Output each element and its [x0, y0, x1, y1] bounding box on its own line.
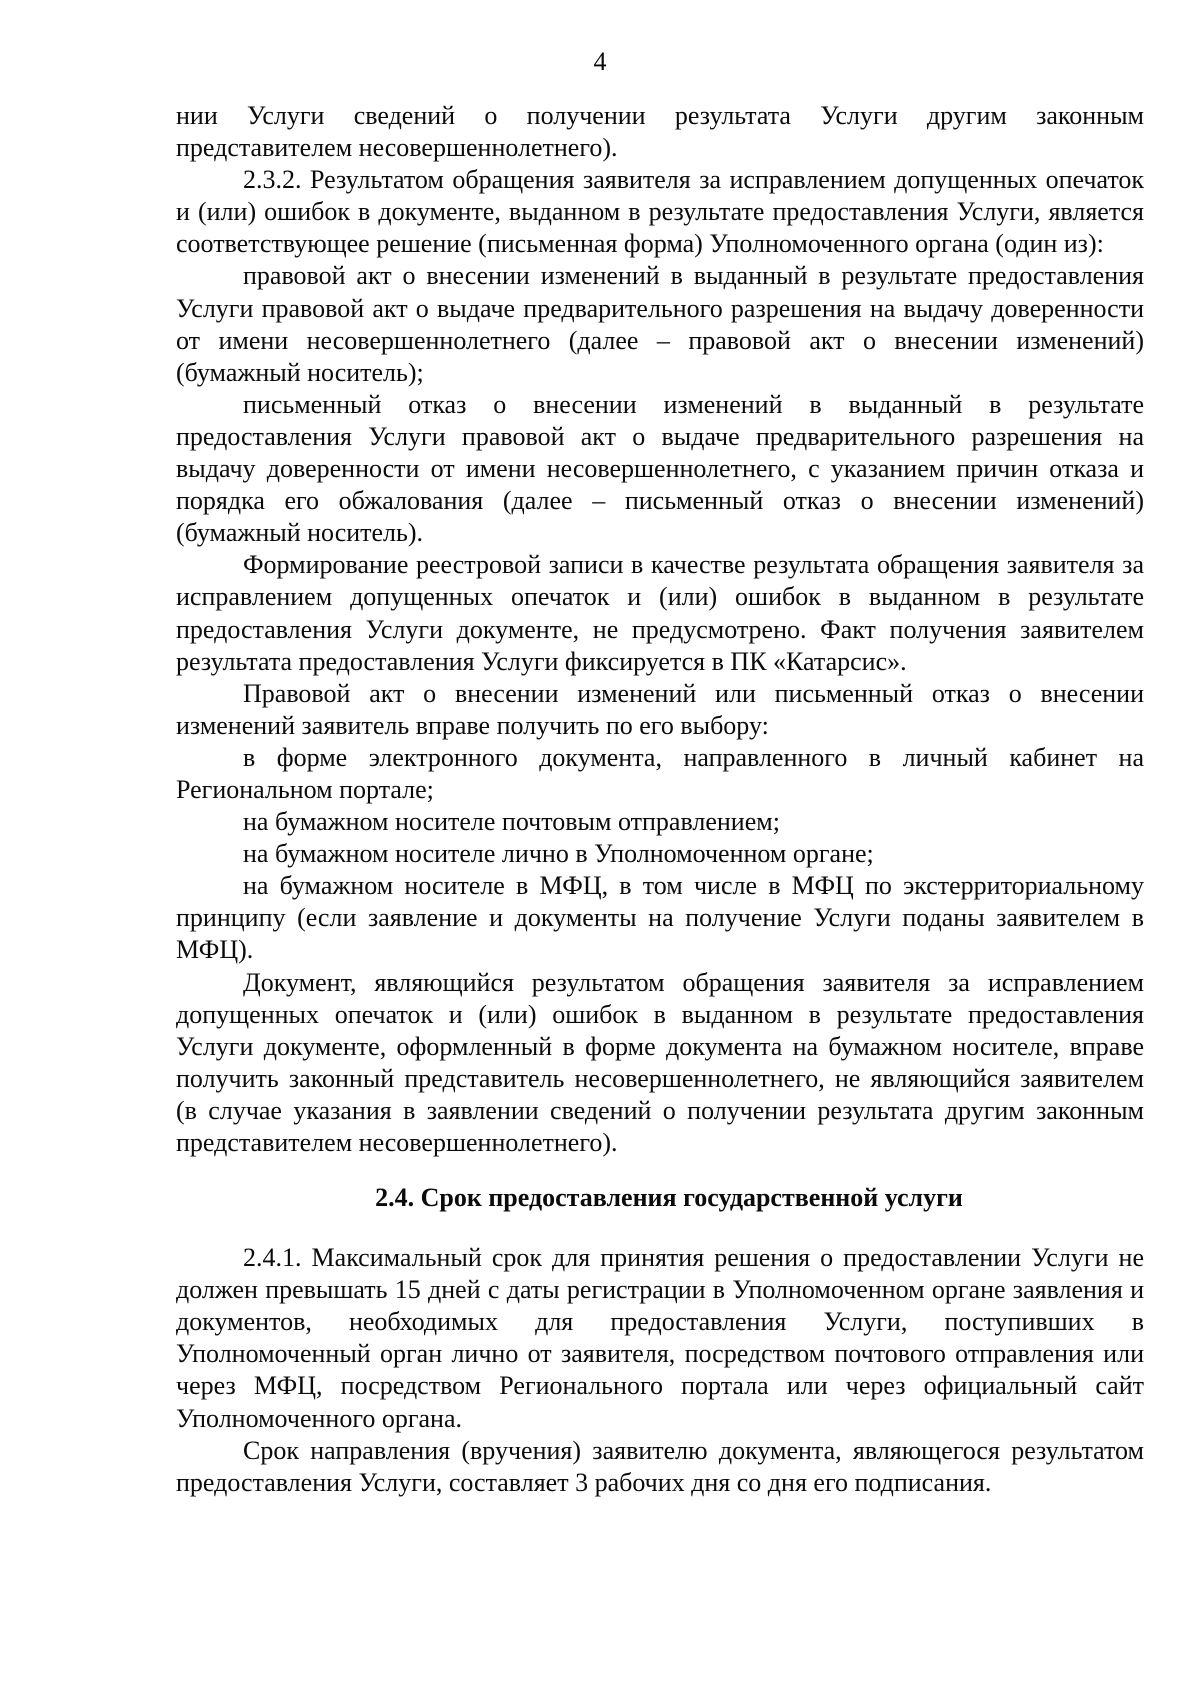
list-item: на бумажном носителе в МФЦ, в том числе в МФЦ по экстерриториальному принципу (если заявление и документы на получение Услуги поданы заявителем в МФЦ).	[176, 871, 1144, 965]
paragraph: 2.4.1. Максимальный срок для принятия решения о предоставлении Услуги не должен превышать 15 дней с даты регистрации в Уполномоченном органе заявления и документов, необходимых для предоставления Услуги, поступивших в Уполномоченный орган лично от заявителя, посредством почтового отправления или через МФЦ, посредством Регионального портала или через официальный сайт Уполномоченного органа.	[176, 1243, 1144, 1433]
list-item: в форме электронного документа, направленного в личный кабинет на Региональном портале;	[176, 742, 1144, 804]
paragraph: нии Услуги сведений о получении результата Услуги другим законным представителем несовершеннолетнего).	[176, 101, 1144, 163]
paragraph: Правовой акт о внесении изменений или письменный отказ о внесении изменений заявитель вправе получить по его выбору:	[176, 678, 1144, 740]
page-number: 4	[593, 47, 607, 76]
paragraph: Срок направления (вручения) заявителю документа, являющегося результатом предоставления Услуги, составляет 3 рабочих дня со дня его подписания.	[176, 1435, 1144, 1497]
list-item: письменный отказ о внесении изменений в выданный в результате предоставления Услуги правовой акт о выдаче предварительного разрешения на выдачу доверенности от имени несовершеннолетнего, с указанием причин отказа и порядка его обжалования (далее – письменный отказ о внесении изменений) (бумажный носитель).	[176, 389, 1144, 548]
document-body	[176, 100, 1144, 1499]
list-item: на бумажном носителе почтовым отправлением;	[243, 807, 780, 837]
paragraph: 2.3.2. Результатом обращения заявителя за исправлением допущенных опечаток и (или) ошибок в документе, выданном в результате предоставления Услуги, является соответствующее решение (письменная форма) Уполномоченного органа (один из):	[176, 165, 1144, 259]
paragraph: Документ, являющийся результатом обращения заявителя за исправлением допущенных опечаток и (или) ошибок в выданном в результате предоставления Услуги документе, оформленный в форме документа на бумажном носителе, вправе получить законный представитель несовершеннолетнего, не являющийся заявителем (в случае указания в заявлении сведений о получении результата другим законным представителем несовершеннолетнего).	[176, 967, 1144, 1157]
list-item: на бумажном носителе лично в Уполномоченном органе;	[243, 839, 874, 869]
section-heading: 2.4. Срок предоставления государственной услуги	[375, 1183, 963, 1213]
paragraph: Формирование реестровой записи в качестве результата обращения заявителя за исправлением допущенных опечаток и (или) ошибок в выданном в результате предоставления Услуги документе, не предусмотрено. Факт получения заявителем результата предоставления Услуги фиксируется в ПК «Катарсис».	[176, 550, 1144, 676]
list-item: правовой акт о внесении изменений в выданный в результате предоставления Услуги правовой акт о выдаче предварительного разрешения на выдачу доверенности от имени несовершеннолетнего (далее – правовой акт о внесении изменений) (бумажный носитель);	[176, 261, 1144, 387]
